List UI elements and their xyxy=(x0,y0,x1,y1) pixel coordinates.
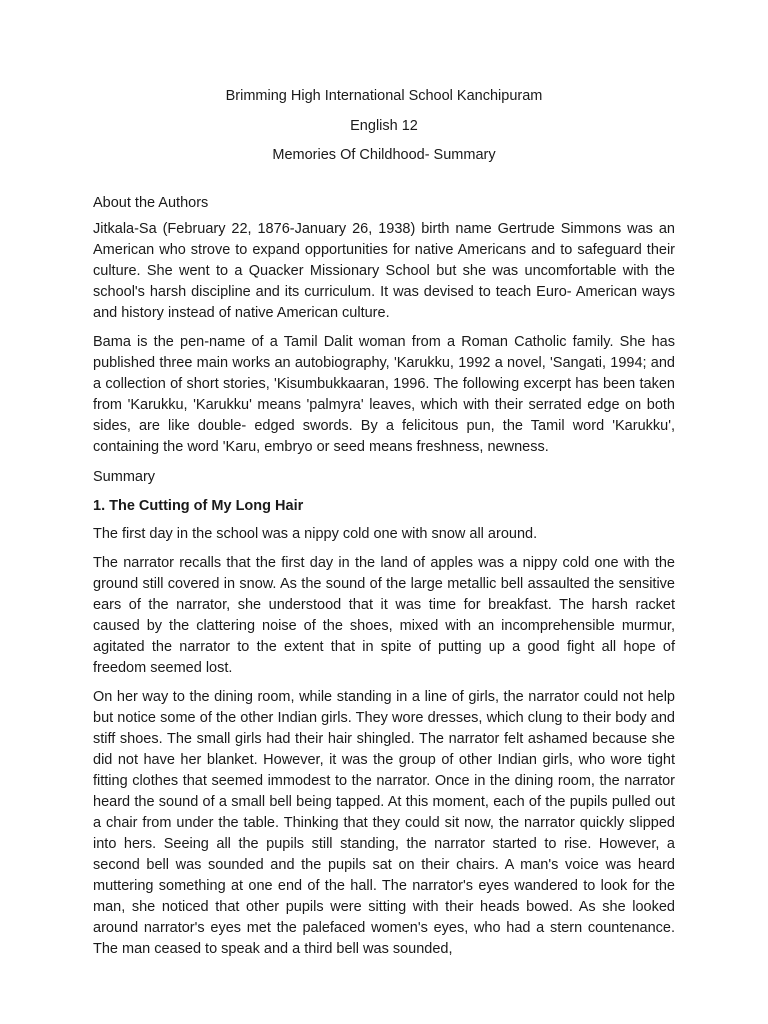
paragraph-dining-room: On her way to the dining room, while standing in a line of girls, the narrator could not help but notice some of the other Indian girls. They wore dresses, which clung to their body and stiff shoes. The small girls had their hair shingled. The narrator felt ashamed because she did not have her blanket. However, it was the group of other Indian girls, who wore tight fitting clothes that seemed immodest to the narrator. Once in the dining room, the narrator heard the sound of a small bell being tapped. At this moment, each of the pupils pulled out a chair from under the table. Thinking that they could sit now, the narrator quickly slipped into hers. Seeing all the pupils still standing, the narrator started to rise. However, a second bell was sounded and the pupils sat on their chairs. A man's voice was heard muttering something at one end of the hall. The narrator's eyes wandered to look for the man, she noticed that other pupils were sitting with their heads bowed. As she looked around narrator's eyes met the palefaced women's eyes, who had a stern countenance. The man ceased to speak and a third bell was sounded, xyxy=(93,689,675,957)
document-page xyxy=(93,87,675,960)
paragraph-first-day: The narrator recalls that the first day in the land of apples was a nippy cold one with the ground still covered in snow. As the sound of the large metallic bell assaulted the sensitive ears of the narrator, she understood that it was time for breakfast. The harsh racket caused by the clattering noise of the shoes, mixed with an incomprehensible murmur, agitated the narrator to the extent that in spite of putting up a good fight all hope of freedom seemed lost. xyxy=(93,555,675,676)
summary-label: Summary xyxy=(93,469,156,485)
section-heading-cutting-hair: 1. The Cutting of My Long Hair xyxy=(93,498,304,514)
document-title: Memories Of Childhood- Summary xyxy=(272,147,496,163)
about-authors-label: About the Authors xyxy=(93,195,209,211)
subject-line: English 12 xyxy=(350,118,418,134)
school-name: Brimming High International School Kanchipuram xyxy=(225,88,543,104)
section-intro-sentence: The first day in the school was a nippy cold one with snow all around. xyxy=(93,526,538,542)
paragraph-jitkala-sa: Jitkala-Sa (February 22, 1876-January 26, 1938) birth name Gertrude Simmons was an American who strove to expand opportunities for native Americans and to safeguard their culture. She went to a Quacker Missionary School but she was uncomfortable with the school's harsh discipline and its curriculum. It was devised to teach Euro- American ways and history instead of native American culture. xyxy=(93,221,675,321)
paragraph-bama: Bama is the pen-name of a Tamil Dalit woman from a Roman Catholic family. She has published three main works an autobiography, 'Karukku, 1992 a novel, 'Sangati, 1994; and a collection of short stories, 'Kisumbukkaaran, 1996. The following excerpt has been taken from 'Karukku, 'Karukku' means 'palmyra' leaves, which with their serrated edge on both sides, are like double- edged swords. By a felicitous pun, the Tamil word 'Karukku', containing the word 'Karu, embryo or seed means freshness, newness. xyxy=(93,334,675,455)
